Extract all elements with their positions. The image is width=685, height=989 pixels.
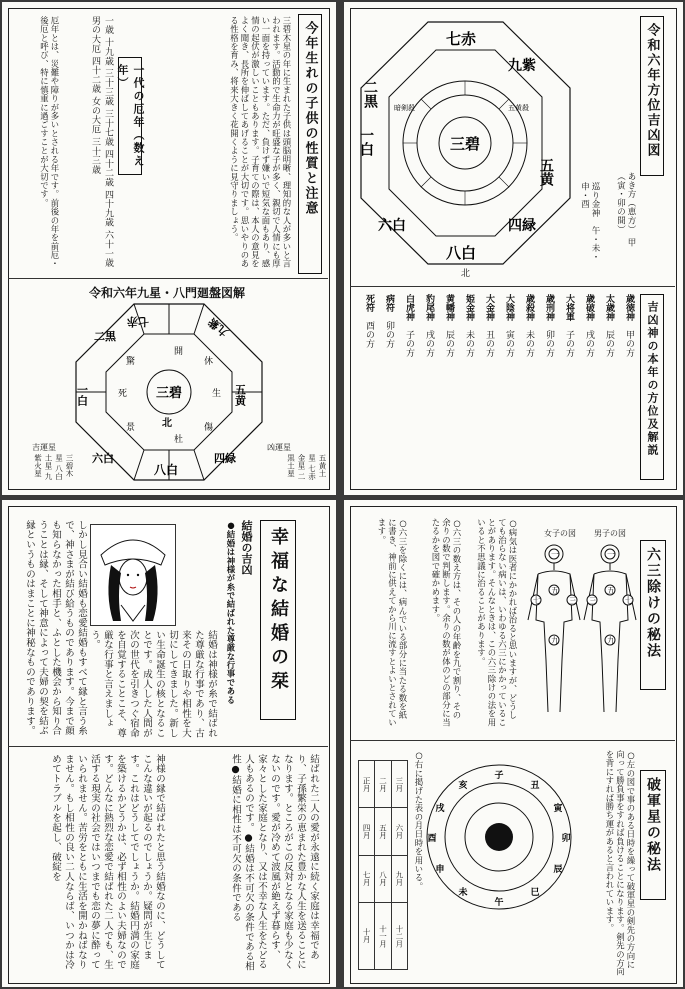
kyusei-star-sw: 六白 [92,452,114,465]
hagun-title: 破軍星の秘法 [645,777,661,873]
fig-num: 七 [533,596,541,605]
month-cell: 十二月 [391,902,407,969]
kyusei-title: 令和六年九星・八門廻盤図解 [88,286,245,300]
month-cell: 七月 [359,855,375,902]
houi-chart [358,18,573,280]
yakudoshi-title-box [116,57,145,175]
wheel-char: 寅 [553,804,563,814]
yakudoshi-note: 厄年とは、災難や障りが多いとされる年です。前後の年を前厄・後厄と呼び、特に慎重に過ごすことが大切です。 [39,16,60,269]
fig-num: 五 [607,586,615,595]
rokusan-body-1: ○病気は医者にかかれば治ると思いますが、どうしても治らない病いは、いわゆる六三にかかっていることがあります。そんなときは、この六三除けの法を用いると不思議に治ることがあります。 [476,518,518,727]
fig-num: 一 [551,550,559,559]
kyojin-title: 吉凶神の本年の方位及解説 [646,301,659,457]
kyo-stars: 五黄土星 七赤金星 二黒土星 [286,454,327,481]
fig-num: 三 [589,596,597,605]
kyusei-door-4: 傷 [204,423,214,433]
wheel-char: 酉 [427,834,437,844]
kyusei-door-3: 生 [212,389,222,399]
houi-star-e: 五黄 [538,158,554,186]
month-cell: 五月 [375,808,391,855]
god-entry: 歳刑神 卯の方 [544,294,554,357]
month-cell: 三月 [391,761,407,808]
houi-star-w: 一白 [358,128,374,156]
kyusei-door-5: 杜 [174,435,184,445]
ehou-info: あき方（恵方） 甲（寅・卯の間） [615,172,636,247]
fig-num: 七 [625,596,633,605]
kyusei-star-nw: 二黒 [94,330,116,343]
kyusei-door-2: 休 [204,357,214,367]
kyusei-star-e: 五黄 [233,384,247,406]
kyusei-star-se: 四緑 [214,452,236,465]
kekkon-lead: ●結婚は神様が糸で結ばれた尊厳な行事である [226,520,236,705]
traits-title-box [298,14,322,274]
houi-star-nw: 二黒 [362,80,378,108]
kyusei-door-6: 景 [126,423,136,433]
god-entry: 死符 酉の方 [364,294,374,348]
kyusei-door-1: 開 [174,347,184,357]
yakudoshi-title: 一代の厄年（数え年） [116,64,145,168]
houi-north: 北 [461,269,471,279]
god-entry: 豹尾神 戌の方 [424,294,434,357]
month-cell: 十一月 [375,902,391,969]
page-top-left [2,2,336,495]
kekkon-title: 幸福な結婚の栞 [268,527,289,695]
houi-star-sw: 六白 [378,218,406,234]
wheel-char: 子 [494,771,504,781]
bride-icon [91,525,175,625]
god-entry: 歳殺神 未の方 [524,294,534,357]
month-cell: 八月 [375,855,391,902]
yakudoshi-list: 一歳 十九歳 三十三歳 三十七歳 四十二歳 四十九歳 六十一歳 男の大厄 四十二歳 女の大厄 三十三歳 [90,16,113,268]
fig-num: 一 [607,550,615,559]
divider-top-right [350,286,675,287]
gods-list [358,294,636,480]
page-top-right [344,2,683,495]
wheel-char: 辰 [553,865,563,875]
god-entry: 大陰神 寅の方 [504,294,514,357]
god-entry: 病符 卯の方 [384,294,394,348]
month-table [358,760,408,970]
wheel-char: 巳 [530,888,540,898]
body-figures [522,540,640,720]
kyusei-door-8: 驚 [126,357,136,367]
rokusan-body-3: ○六三を除くには、病んでいる部分に当たる数を紙に書き、神前に供えてから川に流すとよいとされています。 [377,518,408,727]
rokusan-title: 六三除けの秘法 [645,547,661,659]
kekkon-body-1: 結婚は神様が糸で結ばれた尊厳な行事であり、古来その日取りや相性を大切にしてきました。新しい生命誕生の核となることです。成人した人間が次の世代を引きつぐ宿命を自覚することこそ、尊厳な行事と言えましょう。 [89,630,217,738]
wheel-char: 亥 [458,781,468,791]
houi-star-se: 四緑 [508,218,536,234]
kichi-label: 吉運星 [32,443,56,452]
wheel-char: 戌 [435,804,445,814]
hagun-body: ○左の図で事のある日時を繰って破軍星の剣先の方向に向って勝負事をすれば負けることになります。剣先の方向を背にすれば勝ち運があると言われています。 [605,750,636,976]
hagun-title-box [640,770,666,900]
wheel-char: 丑 [530,781,540,791]
month-cell: 正月 [359,761,375,808]
kyusei-star-s: 八白 [154,463,179,477]
page-bottom-right [344,500,683,987]
kekkon-title-box [260,520,296,720]
god-entry: 姫金神 未の方 [464,294,474,357]
kekkon-section: 結婚の吉凶 [240,520,253,575]
wheel-char: 午 [494,898,504,908]
god-entry: 歳破神 戌の方 [584,294,594,357]
kyusei-door-7: 死 [118,389,128,399]
houi-star-ne: 九紫 [508,58,536,74]
month-cell: 二月 [375,761,391,808]
month-cell: 四月 [359,808,375,855]
kekkon-body-2: しかし見合い結婚も恋愛結婚もすべて縁と言う糸で、神さまが結び給うものであります。今まで顔も知らなかった相手と、ふとした機会から知り合うことは縁、そして神意によって夫婦の契を結ぶ縁というものはまことに神秘なものであります。 [24,520,87,736]
traits-title: 今年生れの子供の性質と注意 [302,21,318,216]
houi-title-box [640,16,664,176]
kekkon-body-3: 結ばれた二人の愛が永遠に続く家庭は幸福であり、子孫繁栄の恵まれた豊かな人生を送ることになります。ところがこの反対となる家庭も少なくないのです。愛が冷めて波風が絶えず暮らす、家々とした家庭となり、又は不幸な人生をたどる人もあるのです。●結婚は不可欠の条件である相性●結婚に相性は不可欠の条件である [230,754,319,972]
bride-illustration [90,524,176,626]
god-entry: 歳徳神 甲の方 [624,294,634,357]
hagun-body-2: ○右に掲げた表の月日時を用いる。 [414,750,424,891]
fig-male-label: 男子の図 [594,529,626,538]
fig-female-label: 女子の図 [544,529,576,538]
divider-bottom-left [8,746,328,747]
kyojin-title-box [640,294,664,480]
fig-num: 三 [569,596,577,605]
wheel-char: 申 [435,865,445,875]
month-cell: 九月 [391,855,407,902]
fig-num: 九 [607,636,615,645]
god-entry: 白虎神 子の方 [404,294,414,357]
rokusan-body-2: ○六三の数え方は、その人の年齢を九で割り、その余りの数で判断します。余りの数が体のどの部分に当たるかを図で確かめます。 [431,518,462,727]
divider-top-left [8,278,328,279]
fig-num: 五 [551,586,559,595]
hagun-wheel [424,762,574,912]
houi-star-s: 八白 [446,244,477,262]
fig-num: 九 [551,636,559,645]
kyusei-star-ne: 九紫 [205,314,232,340]
kinjin-info: 巡り金神 午・未・申・酉 [579,182,600,262]
page-bottom-left [2,500,336,987]
kichi-stars: 三碧木星 八白土星 九紫火星 [33,454,74,481]
traits-body: 三碧木星の年に生まれた子供は頭脳明晰、理知的な人が多いと言われます。活動的で生命力が旺盛な子が多く、親切で人情にも厚い一面を持っています。ただ、負けず嫌いで短気な面もあり、感情の起伏が激しいこともあります。子育ての際は、本人の意見をよく聞き、長所を伸ばしてあげることが大切です。思いやりのある性格を育み、将来大きく花開くように見守りましょう。 [229,16,292,269]
month-cell: 六月 [391,808,407,855]
god-entry: 黄幡神 辰の方 [444,294,454,357]
houi-label-1: 暗剣殺 [394,104,415,112]
wheel-char: 未 [458,888,468,898]
kyusei-kan: 北 [162,418,172,429]
god-entry: 太歳神 辰の方 [604,294,614,357]
month-cell: 十月 [359,902,375,969]
wheel-char: 卯 [561,834,571,844]
kyusei-center: 三碧 [155,386,183,401]
divider-bottom-right [350,740,675,741]
houi-center: 三碧 [449,135,481,153]
kyusei-star-n: 七赤 [127,315,149,328]
kyusei-star-w: 一白 [75,384,89,406]
houi-star-n: 七赤 [446,30,477,48]
houi-label-2: 五黄殺 [508,104,529,112]
rokusan-title-box [640,540,666,690]
god-entry: 大将軍 子の方 [564,294,574,357]
kyo-label: 凶運星 [267,443,291,452]
god-entry: 大金神 丑の方 [484,294,494,357]
kekkon-body-4: 神様の縁で結ばれたと思う結婚なのに、どうしてこんな違いが起るのでしょうか。疑問が生じます。これはどうしてでしょうか。結婚円満の家庭を築けるかどうかは、必ず相性のよい夫婦なのです。どんなに熱烈な恋愛で結ばれた二人でも、生活する現実の社会ではいつまでも恋の夢に酔っていられません。苦労をともに生活を開かねばなりません。もし相性の良い二人ならば、いつかは冷めてトラブルを起し、破綻を [50,754,165,970]
houi-title: 令和六年方位吉凶図 [644,23,660,158]
kyusei-chart [74,302,264,482]
